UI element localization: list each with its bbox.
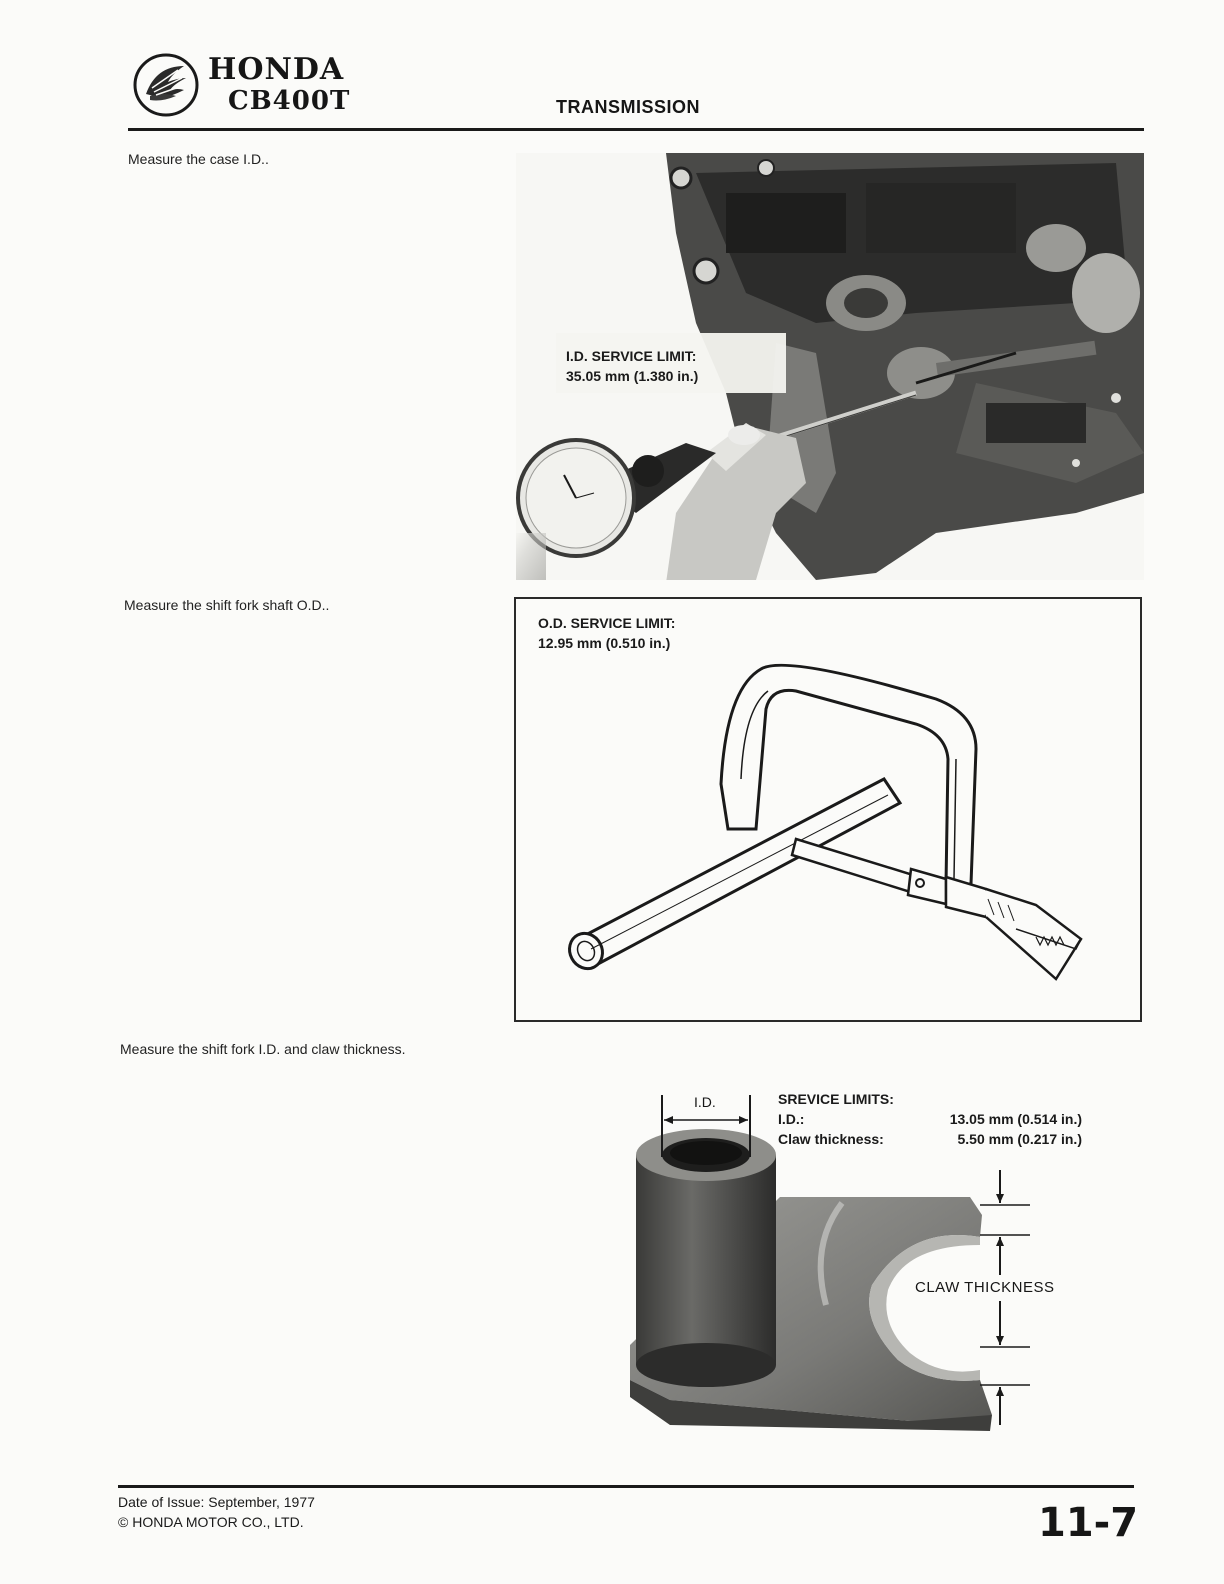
page-number: 11-7: [1038, 1500, 1139, 1546]
shaft-od-limit-value: 12.95 mm (0.510 in.): [538, 635, 671, 651]
honda-wing-logo-icon: [132, 52, 200, 118]
case-id-limit-title: I.D. SERVICE LIMIT:: [566, 348, 697, 364]
brand-name: HONDA: [208, 52, 345, 87]
footer-rule: [118, 1485, 1134, 1488]
step-1-instruction: Measure the case I.D..: [128, 151, 269, 167]
limit-id-name: I.D.:: [778, 1111, 805, 1127]
service-limits-title: SREVICE LIMITS:: [778, 1091, 894, 1107]
model-name: CB400T: [228, 86, 351, 116]
limit-claw-value: 5.50 mm (0.217 in.): [957, 1131, 1082, 1147]
case-id-limit-value: 35.05 mm (1.380 in.): [566, 368, 699, 384]
claw-thickness-label: CLAW THICKNESS: [915, 1279, 1055, 1296]
shaft-od-figure: [514, 597, 1142, 1022]
shaft-od-limit-title: O.D. SERVICE LIMIT:: [538, 615, 676, 631]
issue-date: Date of Issue: September, 1977: [118, 1494, 315, 1510]
limit-claw-name: Claw thickness:: [778, 1131, 884, 1147]
limit-row-claw: [778, 1130, 1082, 1149]
step-2-instruction: Measure the shift fork shaft O.D..: [124, 597, 330, 613]
step-3-instruction: Measure the shift fork I.D. and claw thickness.: [120, 1041, 406, 1057]
id-marker-label: I.D.: [694, 1094, 716, 1110]
header-rule: [128, 128, 1144, 131]
limit-row-id: [778, 1110, 1082, 1129]
limit-id-value: 13.05 mm (0.514 in.): [949, 1111, 1082, 1127]
copyright: © HONDA MOTOR CO., LTD.: [118, 1514, 304, 1530]
section-title: TRANSMISSION: [556, 97, 701, 117]
